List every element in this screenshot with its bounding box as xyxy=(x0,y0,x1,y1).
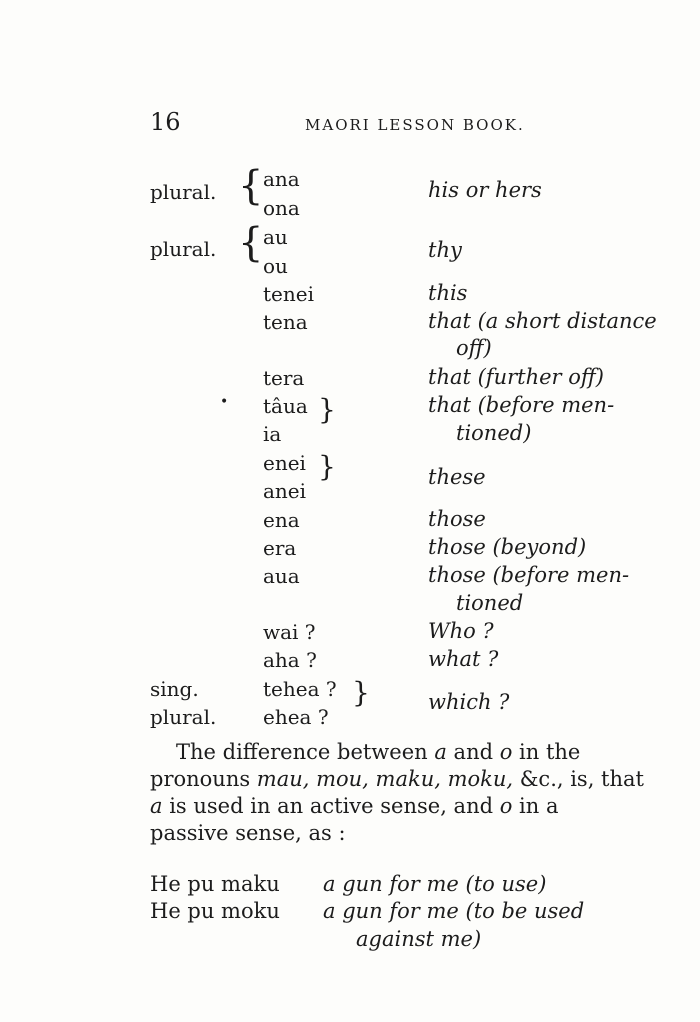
translation-those-beyond: those (beyond) xyxy=(428,535,587,559)
translation-his: his or hers xyxy=(428,178,542,202)
running-title: MAORI LESSON BOOK. xyxy=(305,116,525,134)
example-english: a gun for me (to use) xyxy=(323,872,547,896)
translation-thy: thy xyxy=(428,238,462,262)
example-english-cont: against me) xyxy=(356,927,482,951)
pronoun-ana: ana xyxy=(263,167,300,191)
left-brace: { xyxy=(238,163,264,209)
translation-that-short: that (a short distance xyxy=(428,309,657,333)
page-number: 16 xyxy=(150,108,181,136)
pronoun-ia: ia xyxy=(263,422,282,446)
pronoun-aha: aha ? xyxy=(263,648,317,672)
pronoun-tera: tera xyxy=(263,366,305,390)
translation-this: this xyxy=(428,281,468,305)
pronoun-aua: aua xyxy=(263,564,300,588)
left-brace: { xyxy=(238,220,264,266)
pronoun-tenei: tenei xyxy=(263,282,314,306)
translation-those-before-cont: tioned xyxy=(456,591,524,615)
pronoun-wai: wai ? xyxy=(263,620,316,644)
paragraph-line-1: The difference between a and o in the xyxy=(176,740,581,764)
paragraph-line-3: a is used in an active sense, and o in a xyxy=(150,794,559,818)
pronoun-tehea: tehea ? xyxy=(263,677,337,701)
pronoun-era: era xyxy=(263,536,297,560)
pronoun-anei: anei xyxy=(263,479,307,503)
translation-that-short-cont: off) xyxy=(456,336,492,360)
example-maori: He pu moku xyxy=(150,899,280,923)
translation-these: these xyxy=(428,465,486,489)
translation-that-before: that (before men- xyxy=(428,393,615,417)
plural-label: plural. xyxy=(150,237,217,261)
translation-what: what ? xyxy=(428,647,499,671)
pronoun-ehea: ehea ? xyxy=(263,705,329,729)
sing-label: sing. xyxy=(150,677,199,701)
translation-that-before-cont: tioned) xyxy=(456,421,532,445)
pronoun-tena: tena xyxy=(263,310,308,334)
translation-those: those xyxy=(428,507,486,531)
translation-who: Who ? xyxy=(428,619,494,643)
right-brace: } xyxy=(352,676,370,709)
pronoun-taua: tâua xyxy=(263,394,308,418)
pronoun-enei: enei xyxy=(263,451,306,475)
translation-those-before: those (before men- xyxy=(428,563,630,587)
pronoun-ona: ona xyxy=(263,196,300,220)
paragraph-line-4: passive sense, as : xyxy=(150,821,346,845)
translation-which: which ? xyxy=(428,690,510,714)
plural-label: plural. xyxy=(150,705,217,729)
translation-that-further: that (further off) xyxy=(428,365,604,389)
paragraph-line-2: pronouns mau, mou, maku, moku, &c., is, that xyxy=(150,767,644,791)
pronoun-au: au xyxy=(263,225,288,249)
example-maori: He pu maku xyxy=(150,872,280,896)
pronoun-ou: ou xyxy=(263,254,288,278)
margin-dot: • xyxy=(220,394,229,410)
right-brace: } xyxy=(318,393,336,426)
right-brace: } xyxy=(318,450,336,483)
pronoun-ena: ena xyxy=(263,508,300,532)
plural-label: plural. xyxy=(150,180,217,204)
example-english: a gun for me (to be used xyxy=(323,899,585,923)
